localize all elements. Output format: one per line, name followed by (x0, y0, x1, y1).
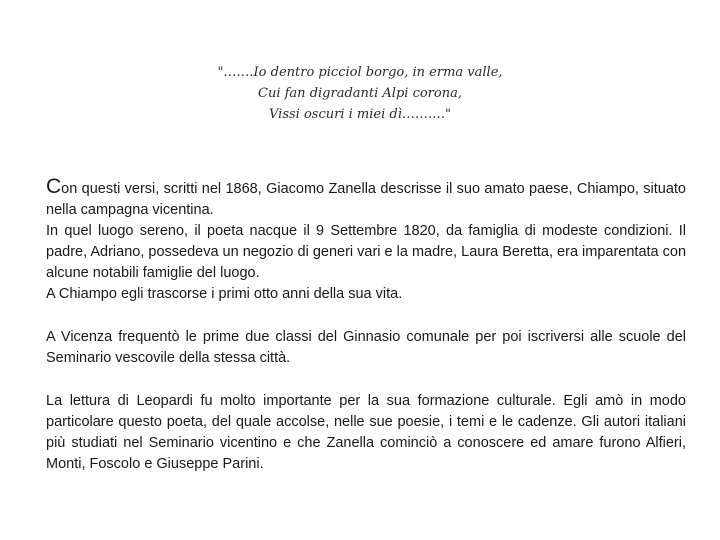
paragraph-leopardi: La lettura di Leopardi fu molto importante per la sua formazione culturale. Egli amò in modo particolare questo poeta, del quale accolse, nelle sue poesie, i temi e le cadenze. Gli autori italiani più studiati nel Seminario vicentino e che Zanella cominciò a conoscere ed amare furono Alfieri, Monti, Foscolo e Giuseppe Parini. (46, 393, 686, 472)
paragraph-vicenza: A Vicenza frequentò le prime due classi del Ginnasio comunale per poi iscriversi alle scuole del Seminario vescovile della stessa città. (46, 329, 686, 366)
paragraph-childhood: A Chiampo egli trascorse i primi otto anni della sua vita. (46, 286, 403, 302)
quote-line-3: Vissi oscuri i miei dì………." (269, 107, 451, 122)
paragraph-birth: In quel luogo sereno, il poeta nacque il 9 Settembre 1820, da famiglia di modeste condizioni. Il padre, Adriano, possedeva un negozio di generi vari e la madre, Laura Beretta, era imparentata con alcune notabili famiglie del luogo. (46, 223, 687, 281)
quote-line-1: "…….Io dentro picciol borgo, in erma valle, (217, 65, 503, 80)
quote-line-2: Cui fan digradanti Alpi corona, (258, 86, 462, 101)
drop-cap: C (46, 175, 62, 198)
document-body (46, 176, 686, 475)
epigraph-quote (0, 62, 720, 125)
paragraph-intro (46, 176, 686, 221)
paragraph-intro-text: on questi versi, scritti nel 1868, Giacomo Zanella descrisse il suo amato paese, Chiampo, situato nella campagna vicentina. (46, 181, 686, 218)
